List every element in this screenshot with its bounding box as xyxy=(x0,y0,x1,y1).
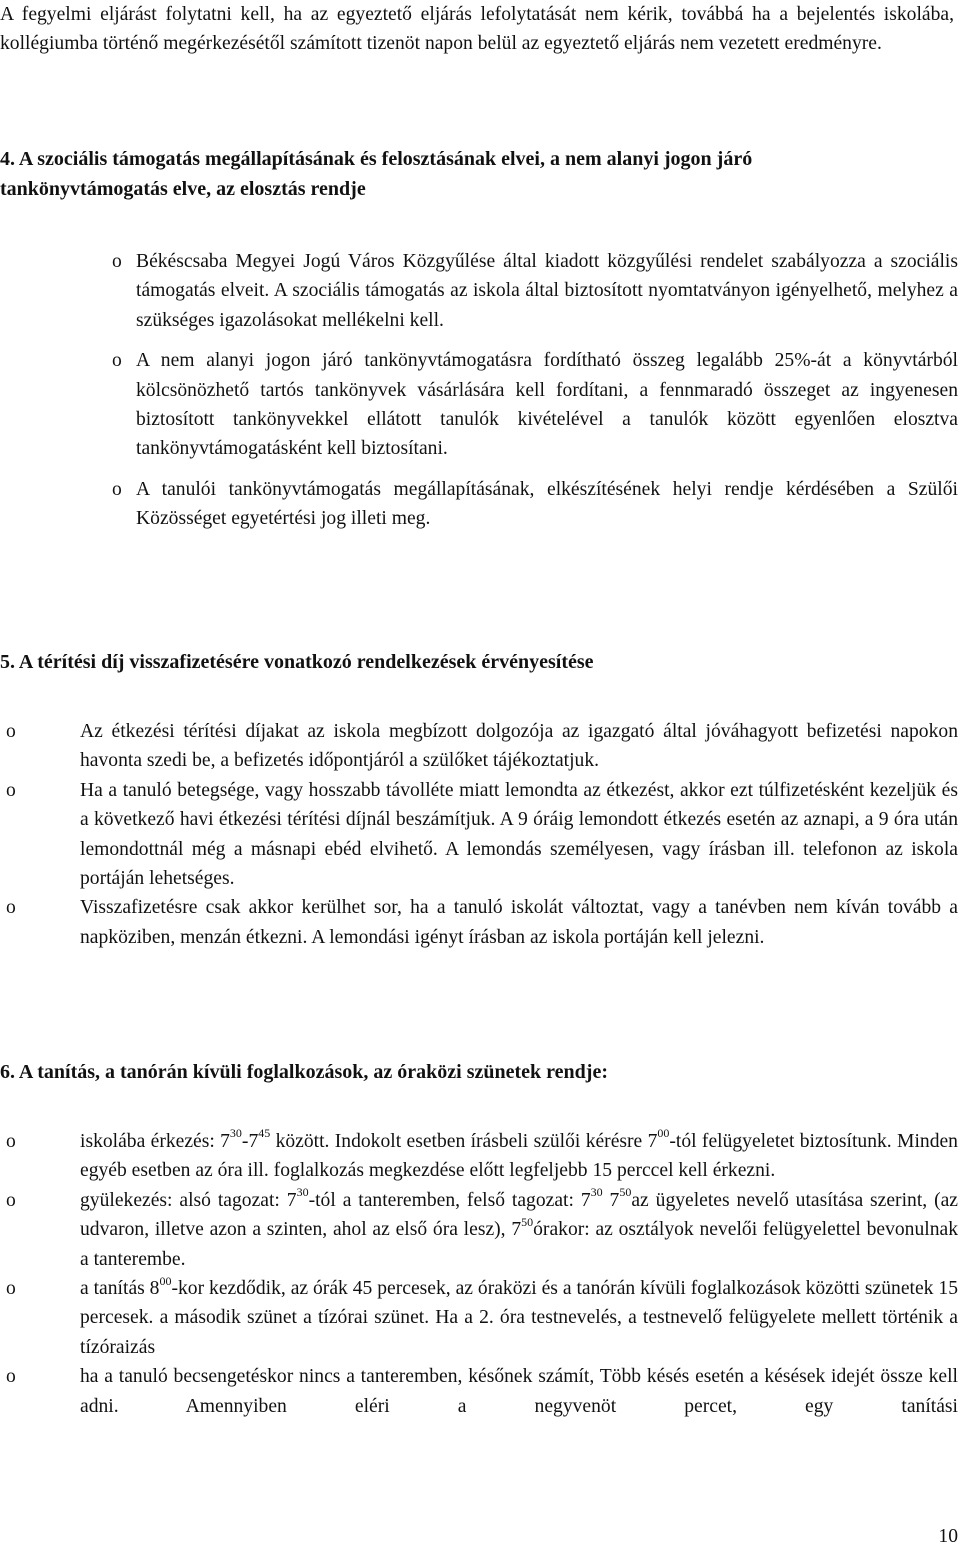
bullet-marker: o xyxy=(6,1189,16,1211)
section-5-list xyxy=(6,717,958,952)
list-item-text: gyülekezés: alsó tagozat: $7^{30}$-tól a tanteremben, felső tagozat: $7^{30}$ $7^{50}az$ ügyeletes nevelő utasítása szerint, (az udvaron, illetve azon a szinten, ahol az első óra lesz), $7^{50}órakor$: az osztályok nevelői felügyelettel bevonulnak a tanterembe. xyxy=(80,1185,958,1270)
list-item xyxy=(112,346,958,464)
bullet-marker: o xyxy=(6,1366,16,1388)
bullet-marker: o xyxy=(6,779,16,801)
list-item xyxy=(6,1273,958,1362)
section-4-list xyxy=(112,247,958,545)
page-number: 10 xyxy=(938,1526,958,1547)
list-item-text: a tanítás $8^{00}$-kor kezdődik, az órák 45 percesek, az óraközi és a tanórán kívüli foglalkozások közötti szünetek 15 percesek. a második szünet a tízórai szünet. Ha a 2. óra testnevelés, a testnevelő felügyelete mellett történik a tízóraizás xyxy=(80,1273,958,1358)
list-item-text: iskolába érkezés: $7^{30}-7^{45}$ között. Indokolt esetben írásbeli szülői kérésre $7^{00}$-tól felügyeletet biztosítunk. Minden egyéb esetben az óra ill. foglalkozás megkezdése előtt legfeljebb 15 perccel kell érkezni. xyxy=(80,1126,958,1182)
list-item-text: Az étkezési térítési díjakat az iskola megbízott dolgozója az igazgató által jóváhagyott befizetési napokon havonta szedi be, a befizetés időpontjáról a szülőket tájékoztatjuk. xyxy=(80,721,958,772)
bullet-marker: o xyxy=(112,251,122,272)
list-item xyxy=(6,776,958,894)
section-6-heading: 6. A tanítás, a tanórán kívüli foglalkozások, az óraközi szünetek rendje: xyxy=(0,1061,608,1083)
intro-paragraph: A fegyelmi eljárást folytatni kell, ha az egyeztető eljárás lefolytatását nem kérik, továbbá ha a bejelentés iskolába, kollégiumba történő megérkezésétől számított tizenöt napon belül az egyeztető eljárás nem vezetett eredményre. xyxy=(0,4,954,55)
list-item xyxy=(6,1126,958,1186)
list-item-text: Ha a tanuló betegsége, vagy hosszabb távolléte miatt lemondta az étkezést, akkor ezt túlfizetésként kezeljük és a következő havi étkezési térítési díjnál beszámítjuk. A 9 óráig lemondott étkezés esetén az aznapi, a 9 óra után lemondottnál még a másnapi ebéd elvihető. A lemondás személyesen, vagy írásban ill. telefonon az iskola portáján lehetséges. xyxy=(80,779,958,890)
list-item xyxy=(6,1362,958,1421)
list-item-text: Visszafizetésre csak akkor kerülhet sor, ha a tanuló iskolát változtat, vagy a tanévben nem kíván tovább a napköziben, menzán étkezni. A lemondási igényt írásban az iskola portáján kell jelezni. xyxy=(80,897,958,948)
list-item xyxy=(6,1185,958,1274)
section-6-list xyxy=(6,1126,958,1421)
bullet-marker: o xyxy=(6,721,16,742)
bullet-marker: o xyxy=(6,1278,16,1300)
list-item-text: A tanulói tankönyvtámogatás megállapításának, elkészítésének helyi rendje kérdésében a Szülői Közösséget egyetértési jog illeti meg. xyxy=(136,478,958,530)
bullet-marker: o xyxy=(6,1131,16,1152)
list-item-text: A nem alanyi jogon járó tankönyvtámogatásra fordítható összeg legalább 25%-át a könyvtárból kölcsönözhető tartós tankönyvek vásárlására kell fordítani, a fennmaradó összeget az ingyenesen biztosított tankönyvekkel ellátott tanulók kivételével a tanulók között egyenlően elosztva tankönyvtámogatásként kell biztosítani. xyxy=(136,350,958,460)
list-item xyxy=(112,247,958,335)
list-item xyxy=(112,475,958,534)
list-item xyxy=(6,893,958,952)
section-5-heading: 5. A térítési díj visszafizetésére vonatkozó rendelkezések érvényesítése xyxy=(0,651,594,673)
list-item xyxy=(6,717,958,776)
bullet-marker: o xyxy=(112,478,122,500)
bullet-marker: o xyxy=(112,350,122,372)
bullet-marker: o xyxy=(6,897,16,919)
list-item-text: Békéscsaba Megyei Jogú Város Közgyűlése által kiadott közgyűlési rendelet szabályozza a szociális támogatás elveit. A szociális támogatás az iskola által biztosított nyomtatványon igényelhető, melyhez a szükséges igazolásokat mellékelni kell. xyxy=(136,251,958,331)
section-4-heading: 4. A szociális támogatás megállapításának és felosztásának elvei, a nem alanyi jogon járó tankönyvtámogatás elve, az elosztás rendje xyxy=(0,148,753,200)
list-item-text: ha a tanuló becsengetéskor nincs a tanteremben, későnek számít, Több késés esetén a késések idejét össze kell adni. Amennyiben eléri a negyvenöt percet, egy tanítási xyxy=(80,1366,958,1417)
